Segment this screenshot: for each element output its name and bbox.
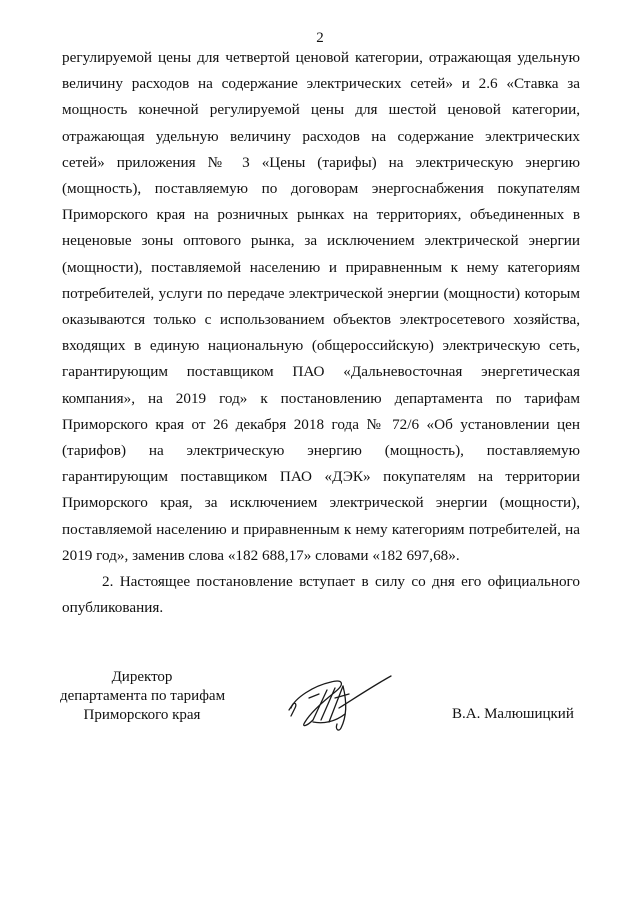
signatory-position-line: Директор [111, 669, 173, 685]
signer-name: В.А. Малюшицкий [452, 706, 574, 722]
document-body [62, 45, 580, 621]
signatory-region-line: Приморского края [83, 707, 201, 723]
page-number: 2 [316, 30, 324, 46]
paragraph-continuation: регулируемой цены для четвертой ценовой категории, отражающая удельную величину расходов на содержание электрических сетей» и 2.6 «Ставка за мощность конечной регулируемой цены для шестой ценовой категории, отражающая удельную величину расходов на содержание электрических сетей» приложения № 3 «Цены (тарифы) на электрическую энергию (мощность), поставляемую по договорам энергоснабжения покупателям Приморского края на розничных рынках на территориях, объединенных в неценовые зоны оптового рынка, за исключением электрической энергии (мощности), поставляемой населению и приравненным к нему категориям потребителей, услуги по передаче электрической энергии (мощности) которым оказываются только с использованием объектов электросетевого хозяйства, входящих в единую национальную (общероссийскую) электрическую сеть, гарантирующим поставщиком ПАО «Дальневосточная энергетическая компания», на 2019 год» к постановлению департамента по тарифам Приморского края от 26 декабря 2018 года № 72/6 «Об установлении цен (тарифов) на электрическую энергию (мощность), поставляемую гарантирующим поставщиком ПАО «ДЭК» покупателям на территории Приморского края, за исключением электрической энергии (мощности), поставляемой населению и приравненным к нему категориям потребителей, на 2019 год», заменив слова «182 688,17» словами «182 697,68». [62, 49, 580, 564]
handwritten-signature-icon [283, 668, 398, 743]
paragraph-effective-date: 2. Настоящее постановление вступает в силу со дня его официального опубликования. [62, 573, 580, 617]
signatory-department-line: департамента по тарифам [60, 688, 226, 704]
signatory-title-block [60, 668, 224, 725]
